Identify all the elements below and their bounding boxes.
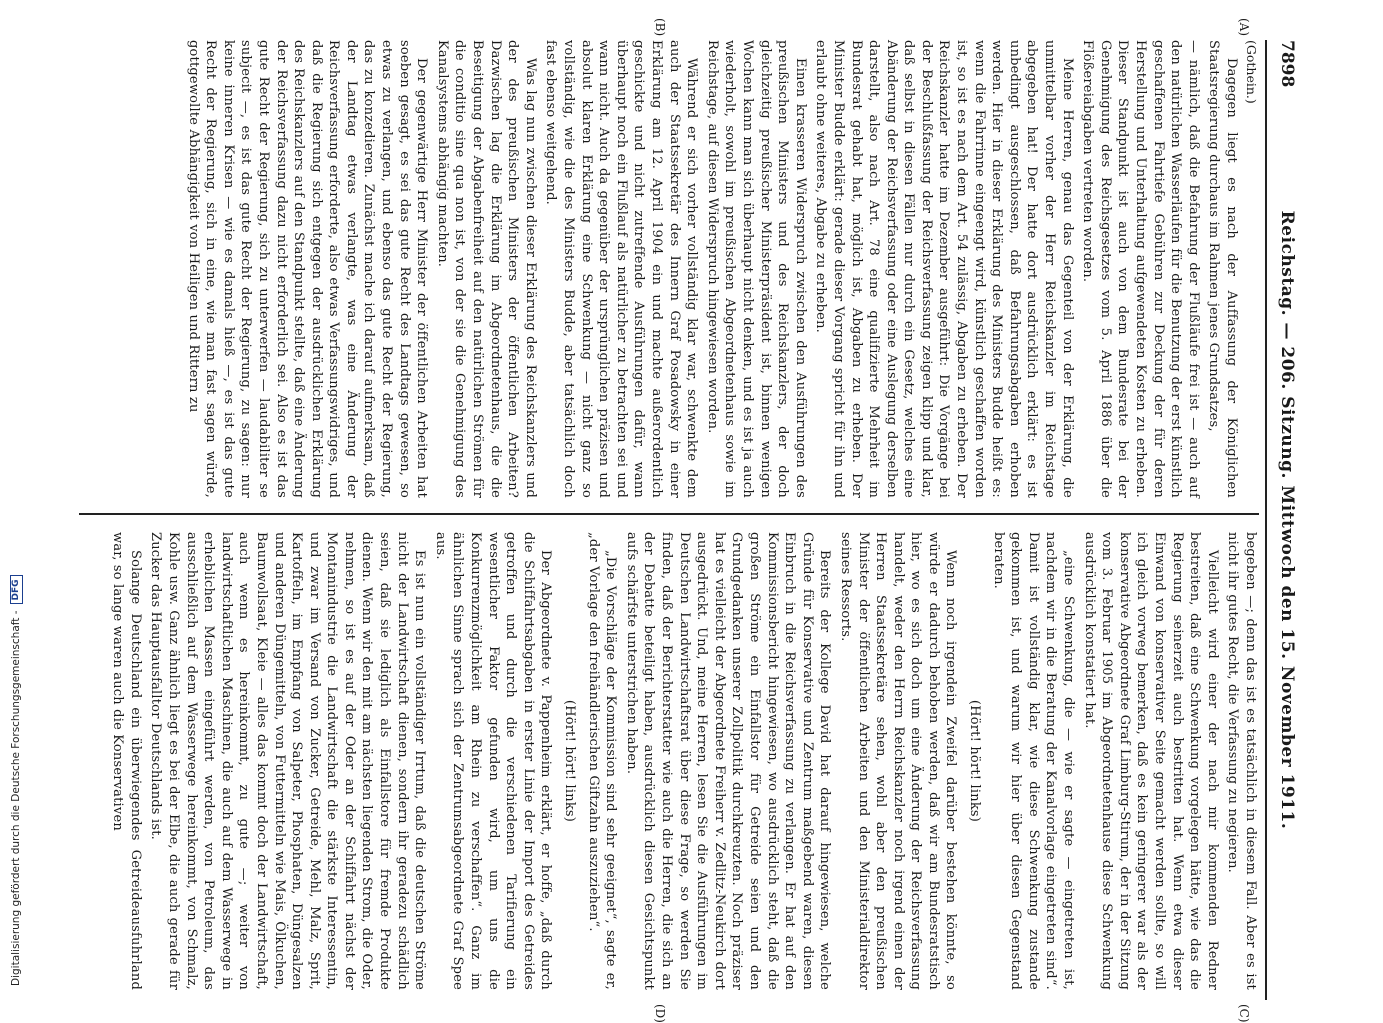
page-title: Reichstag. — 206. Sitzung. Mittwoch den 15. November 1911.	[1277, 210, 1297, 830]
paragraph: begeben —; denn das ist es tatsächlich in diesem Fall. Aber es ist nicht ihr gutes Recht, die Verfassung zu negieren.	[1225, 532, 1258, 990]
paragraph: Einen krasseren Widerspruch zwischen den Ausführungen des preußischen Ministers und des Reichskanzlers, der doch gleichzeitig preußischer Ministerpräsident ist, binnen wenigen Wochen kann man sich überhaupt nicht denken, und es ist ja auch wiederholt, sowohl im preußischen Abgeordnetenhaus sowie im Reichstage, auf diesen Widerspruch hingewiesen worden.	[704, 40, 808, 498]
paragraph: Wenn noch irgendein Zweifel darüber bestehen könnte, so würde er dadurch behoben werden, daß wir am Bundesratstisch hier, wo es sich doch um eine Änderung der Reichsverfassung handelt, weder den Herrn Reichskanzler noch irgend einen der Herren Staatssekretäre sehen, wohl aber den preußischen Minister der öffentlichen Arbeiten und den Ministerialdirektor seines Ressorts.	[837, 532, 959, 990]
paragraph: Solange Deutschland ein überwiegendes Getreideausfuhrland war, so lange waren auch die Konservativen	[110, 532, 143, 990]
paragraph: Dagegen liegt es nach der Auffassung der Königlichen Staatsregierung durchaus im Rahmen jenes Grundsatzes,	[1206, 40, 1239, 498]
credit-text: Digitalisierung gefördert durch die Deutsche Forschungsgemeinschaft -	[10, 610, 22, 986]
paragraph: Was lag nun zwischen dieser Erklärung des Reichskanzlers und der des preußischen Ministers der öffentlichen Arbeiten? Dazwischen lag die Erklärung im Abgeordnetenhaus, die die Beseitigung der Abgabenfreiheit auf den natürlichen Strömen für die conditio sine qua non ist, von der sie die Genehmigung des Kanalsystems abhängig machten.	[434, 40, 538, 498]
rotated-page	[67, 18, 1307, 1023]
margin-marker-b: (B)	[653, 18, 667, 37]
paragraph: „eine Schwenkung, die — wie er sagte — eingetreten ist, nachdem wir in die Beratung der Kanalvorlage eingetreten sind“. Damit ist vollständig klar, wie diese Schwenkung zustande gekommen ist, und warum wir hier über diesen Gegenstand beraten.	[990, 532, 1077, 990]
paragraph: — nämlich, daß die Befahrung der Flußläufe frei ist — auch auf den natürlichen Wasserläufen für die Benutzung der erst künstlich geschaffenen Fahrtiefe Gebühren zur Deckung der für deren Herstellung und Unterhaltung aufgewendeten Kosten zu erheben. Dieser Standpunkt ist auch von dem Bundesrate bei der Genehmigung des Reichsgesetzes vom 5. April 1886 über die Flößereiabgaben vertreten worden.	[1080, 40, 1201, 498]
interjection: (Hört! hört! links)	[967, 699, 983, 823]
speaker-name: (Gothein.)	[1244, 40, 1259, 104]
interjection: (Hört! hört! links)	[562, 699, 578, 823]
paragraph: Es ist nun ein vollständiger Irrtum, daß die deutschen Ströme nicht der Landwirtschaft dienen, sondern ihr geradezu schädlich seien, daß sie lediglich als Einfallstore für fremde Produkte dienen. Wenn wir den mit am nächsten liegenden Strom, die Oder, nehmen, so ist es auf der Oder an der Schiffahrt nächst der Montanindustrie die Landwirtschaft die stärkste Interessentin, und zwar im Versand von Zucker, Getreide, Mehl, Malz, Sprit, Kartoffeln, im Empfang von Salpeter, Phosphaten, Düngesalzen und anderen Düngemitteln, von Futtermitteln wie Mais, Ölkuchen, Baumwollsaat, Kleie — alles das kommt doch der Landwirtschaft, auch wenn es hereinkommt, zu gute —; weiter von landwirtschaftlichen Maschinen, die auch auf dem Wasserwege in erheblichen Massen eingeführt werden, von Petroleum, das ausschließlich auf dem Wasserwege hereinkommt, von Schmalz, Kohle usw. Ganz ähnlich liegt es bei der Elbe, die auch gerade für Zucker das Hauptausfalltor Deutschlands ist.	[148, 532, 428, 990]
page-number: 7898	[1277, 40, 1297, 88]
column-divider	[79, 513, 1259, 515]
paragraph: Der Abgeordnete v. Pappenheim erklärt, er hoffe, „daß durch die Schiffahrtsabgaben in erster Linie der Import des Getreides getroffen und durch die verschiedenen Tarifierung ein wesentlicher Faktor gefunden wird, um uns die Konkurrenzmöglichkeit am Rhein zu verschaffen“. Ganz im ähnlichen Sinne sprach sich der Zentrumsabgeordnete Graf Spee aus.	[432, 532, 554, 990]
paragraph: Der gegenwärtige Herr Minister der öffentlichen Arbeiten hat soeben gesagt, es sei das gute Recht des Landtags gewesen, so etwas zu verlangen, und ebenso das gute Recht der Regierung, das zu konzedieren. Zunächst mache ich darauf aufmerksam, daß der Landtag etwas verlangte, was eine Änderung der Reichsverfassung erforderte, also etwas Verfassungswidriges, und daß die Regierung sich entgegen der ausdrücklichen Erklärung des Reichskanzlers auf den Standpunkt stellte, daß eine Änderung der Reichsverfassung dazu nicht erforderlich sei. Also es ist das gute Recht der Regierung, sich zu unterwerfen — laudabiliter se subjecit —, es ist das gute Recht der Regierung, zu sagen: nur keine inneren Krisen — wie es damals hieß —, es ist das gute Recht der Regierung, sich in eine, wie man fast sagen würde, gottgewollte Abhängigkeit von Heiligen und Rittern zu	[185, 40, 430, 498]
quotation: „Die Vorschläge der Kommission sind sehr geeignet“, sagte er, „der Vorlage den freihändlerischen Giftzahn auszuziehen“.	[585, 532, 619, 990]
margin-marker-c: (C)	[1237, 1004, 1251, 1023]
margin-marker-d: (D)	[653, 1004, 667, 1023]
paragraph: Bereits der Kollege David hat darauf hingewiesen, welche Gründe für Konservative und Zentrum maßgebend waren, diesen Einbruch in die Reichsverfassung zu verlangen. Er hat auf den Kommissionsbericht hingewiesen, wo ausdrücklich steht, daß die großen Ströme ein Einfallstor für Getreide seien und den Grundgedanken unserer Zollpolitik durchkreuzten. Noch präziser hat es vielleicht der Abgeordnete Freiherr v. Zedlitz-Neukirch dort ausgedrückt. Und, meine Herren, lesen Sie die Ausführungen im Deutschen Landwirtschaftsrat über diese Frage, so werden Sie finden, daß der Berichterstatter wie auch die Herren, die sich an der Debatte beteiligt haben, ausdrücklich diesen Gesichtspunkt aufs schärfste unterstrichen haben.	[623, 532, 833, 990]
left-column	[79, 40, 1259, 498]
text-columns	[79, 40, 1259, 1000]
dfg-logo-icon: DFG	[10, 575, 23, 604]
paragraph: Vielleicht wird einer der nach mir kommenden Redner bestreiten, daß eine Schwenkung vorgelegen hätte, wie das die Regierung seinerzeit auch bestritten hat. Wenn etwa dieser Einwand von konservativer Seite gemacht werden sollte, so will ich gleich vorweg bemerken, daß es kein geringerer war als der konservative Abgeordnete Graf Limburg-Stirum, der in der Sitzung vom 3. Februar 1905 im Abgeordnetenhause diese Schwenkung ausdrücklich konstatiert hat.	[1081, 532, 1220, 990]
right-column	[79, 532, 1259, 990]
paragraph: Meine Herren, genau das Gegenteil von der Erklärung, die unmittelbar vorher der Herr Reichskanzler im Reichstage abgegeben hat! Der hatte dort ausdrücklich erklärt: es ist unbedingt ausgeschlossen, daß Befahrungsabgaben erhoben werden. Hier in dieser Erklärung des Ministers Budde heißt es: wenn die Fahrrinne eingeengt wird, künstlich geschaffen worden ist, so ist es nach dem Art. 54 zulässig, Abgaben zu erheben. Der Reichskanzler hatte im Dezember ausgeführt: Die Vorgänge bei der Beschlußfassung der Reichsverfassung zeigen klipp und klar, daß selbst in diesen Fällen nur durch ein Gesetz, welches eine Abänderung der Reichsverfassung oder eine Auslegung derselben darstellt, also nach Art. 78 eine qualifizierte Mehrheit im Bundesrat gehabt hat, möglich ist, Abgaben zu erheben. Der Minister Budde erklärt: gerade dieser Vorgang spricht für ihn und erlaubt ohne weiteres, Abgabe zu erheben.	[813, 40, 1075, 498]
digitization-credit	[8, 0, 24, 1000]
margin-marker-a: (A)	[1237, 18, 1251, 37]
page-header	[1265, 40, 1307, 1000]
paragraph: Während er sich vorher vollständig klar war, schwenkte dem auch der Staatssekretär des Innern Graf Posadowsky in einer Erklärung am 12. April 1904 ein und machte außerordentlich geschickte und nicht zutreffende Ausführungen dafür, wann überhaupt noch ein Flußlauf als natürlicher zu betrachten sei und wann nicht. Auch da gegenüber der ursprünglichen präzisen und absolut klaren Erklärung eine Schwenkung — nicht ganz so vollständig, wie die des Ministers Budde, aber tatsächlich doch fast ebenso weitgehend.	[543, 40, 700, 498]
